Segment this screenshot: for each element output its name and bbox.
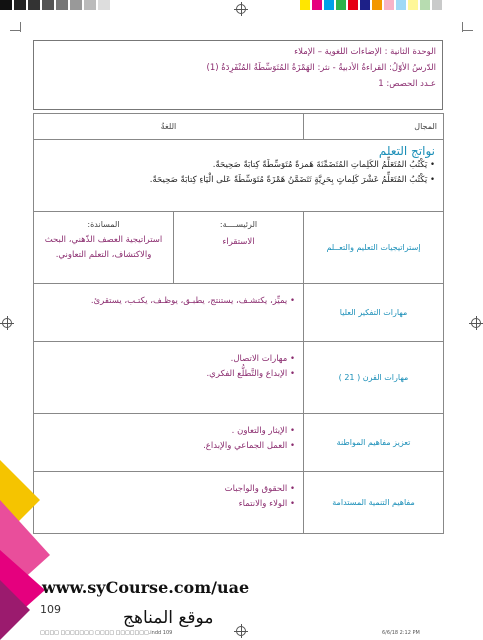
support-strategy-cell xyxy=(34,212,174,284)
outcome-item: • يَكْتُبُ المُتَعَلِّمُ عَشْرَ كَلِماتٍ بِحَرِيَّةٍ تَتَضَمَّنُ هَمْزَةً مُتَوَسِّطَةً عَلى الْيَاءِ كِتابَةً صَحِيحَةً. xyxy=(149,175,435,185)
unit-title: الوحدة الثانية : الإضاءات اللغوية – الإملاء xyxy=(294,47,436,57)
area-value: اللغةُ xyxy=(160,122,177,131)
main-strategy-cell xyxy=(174,212,304,284)
lesson-plan-table xyxy=(33,113,444,534)
century-skill-item: • مهارات الاتصال. xyxy=(230,354,295,364)
thinking-skills-cell xyxy=(34,284,304,342)
sustainability-cell xyxy=(34,472,304,534)
site-name-arabic: موقع المناهج xyxy=(123,608,214,628)
area-label: المجال xyxy=(414,122,437,131)
strategies-label: إستراتيجيات التعليم والتعــلم xyxy=(304,212,444,284)
lesson-header xyxy=(33,40,443,110)
citizenship-item: • العمل الجماعي والإبداع. xyxy=(203,441,295,451)
registration-mark-icon xyxy=(236,4,246,14)
citizenship-item: • الإيثار والتعاون . xyxy=(231,426,295,436)
main-strategy-label: الرئيســــة: xyxy=(219,220,258,229)
thinking-skill-item: • يميِّز، يكتشـف، يستنتج، يطبـق، يوظـف، يكتـب، يستقرئ. xyxy=(90,296,295,306)
crop-mark xyxy=(10,30,20,31)
citizenship-cell xyxy=(34,414,304,472)
sustainability-item: • الحقوق والواجبات xyxy=(224,484,295,494)
main-strategy-value: الاستقراء xyxy=(222,237,255,247)
lesson-title: الدّرسُ الأوّلُ: القراءةُ الأدبيةُ - نثر: الهَمْزَةُ المُتَوَسِّطَةُ المُنْفَرِدَةُ (1) xyxy=(206,63,436,73)
citizenship-label: تعزيز مفاهيم المواطنة xyxy=(304,414,444,472)
century-skills-label: مهارات القرن ( 21 ) xyxy=(304,342,444,414)
outcomes-title: نواتج التعلم xyxy=(378,144,435,158)
print-slug: □□□□ □□□□□□□ □□□□ □□□□□□□.indd 109 xyxy=(40,630,173,636)
sustainability-item: • الولاء والانتماء xyxy=(238,499,295,509)
area-value-cell xyxy=(34,114,304,140)
century-skill-item: • الإبداع والتَّطلُّع الفكري. xyxy=(206,369,295,379)
crop-mark xyxy=(20,22,21,32)
area-label-cell xyxy=(304,114,444,140)
support-strategy-value: استراتيجية العصف الذّهني، البحث والاكتشاف، التعلم التعاوني. xyxy=(44,235,163,260)
outcomes-cell xyxy=(34,140,444,212)
crop-mark xyxy=(463,30,473,31)
thinking-skills-label: مهارات التفكير العليا xyxy=(304,284,444,342)
site-url[interactable]: www.syCourse.com/uae xyxy=(42,578,250,597)
registration-mark-icon xyxy=(471,318,481,328)
page-number: 109 xyxy=(40,603,61,616)
century-skills-cell xyxy=(34,342,304,414)
sustainability-label: مفاهيم التنمية المستدامة xyxy=(304,472,444,534)
periods-count: عـدد الحصص: 1 xyxy=(378,79,436,89)
outcome-item: • يَكْتُبُ المُتَعَلِّمُ الكَلِماتِ المُتَضَمِّنَةَ هَمزةً مُتَوَسِّطَةً كِتابَةً صَحِيحَةً. xyxy=(212,160,435,170)
support-strategy-label: المساندة: xyxy=(87,220,120,229)
registration-mark-icon xyxy=(2,318,12,328)
registration-mark-icon xyxy=(236,626,246,636)
print-timestamp: 6/6/18 2:12 PM xyxy=(382,630,420,636)
